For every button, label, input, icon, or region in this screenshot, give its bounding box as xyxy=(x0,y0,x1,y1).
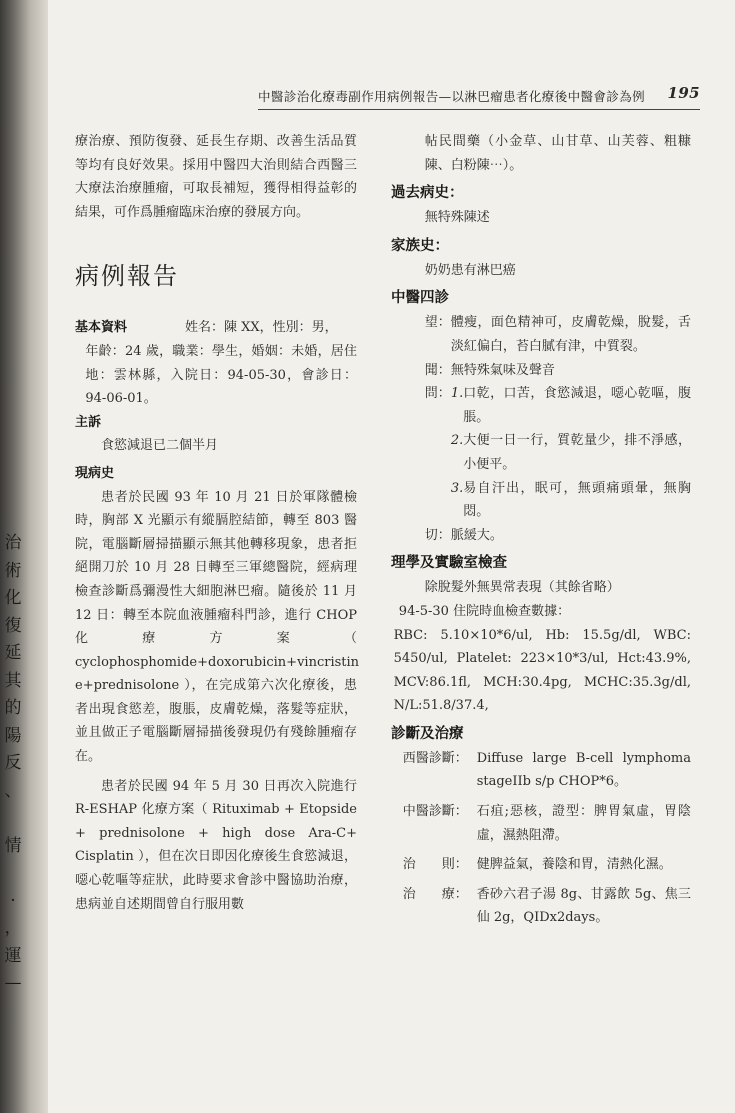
intro-paragraph: 療治療、預防復發、延長生存期、改善生活品質等均有良好效果。採用中醫四大治則結合西醫三大療法治療腫瘤，可取長補短，獲得相得益彰的結果，可作爲腫瘤臨床治療的發展方向。 xyxy=(75,134,357,220)
tcm-palpation xyxy=(391,524,691,548)
tcm-inquiry-label: 問： xyxy=(424,386,451,402)
bleed-char: 、 xyxy=(4,780,22,801)
treatment-principle xyxy=(391,853,691,877)
bleed-char: 術 xyxy=(4,560,22,581)
header-rule xyxy=(258,109,700,110)
western-diagnosis xyxy=(391,747,691,794)
family-history-label: 家族史： xyxy=(391,237,449,254)
past-history-label: 過去病史： xyxy=(391,185,464,202)
basic-info-label: 基本資料 xyxy=(75,320,128,336)
tcm-diagnosis xyxy=(391,800,691,847)
hpi-continuation: 帖民間藥（小金草、山甘草、山芙蓉、粗糠陳、白粉陳⋯）。 xyxy=(424,134,691,173)
lab-values: RBC: 5.10×10*6/ul, Hb: 15.5g/dl, WBC: 5450/ul, Platelet: 223×10*3/ul, Hct:43.9%, MCV:86.1fl, MCH:30.4pg, MCHC:35.3g/dl, N/L:51.8/37.4, xyxy=(393,627,691,714)
running-title: 中醫診治化療毒副作用病例報告—以淋巴瘤患者化療後中醫會診為例 xyxy=(258,89,646,104)
tcm-listening-text: 無特殊氣味及聲音 xyxy=(450,362,555,378)
inquiry-item-text: 易自汗出，眠可，無頭痛頭暈，無胸悶。 xyxy=(463,480,691,520)
right-column xyxy=(391,130,691,930)
tcm-inquiry-item xyxy=(451,382,691,429)
tcm-palpation-label: 切： xyxy=(424,527,451,543)
tcm-inquiry-list xyxy=(451,382,691,524)
bleed-char: 其 xyxy=(4,670,22,691)
bleed-char: 運 xyxy=(4,945,22,966)
bleed-char: — xyxy=(4,973,22,993)
diagnosis-item-label: 治 則： xyxy=(402,857,468,873)
chief-complaint-label: 主訴 xyxy=(75,414,102,430)
inquiry-item-number: 3. xyxy=(450,480,464,496)
diagnosis-item-label: 西醫診斷： xyxy=(402,750,468,766)
inquiry-item-text: 大便一日一行，質乾量少，排不淨感，小便平。 xyxy=(463,433,691,472)
left-column xyxy=(75,130,360,916)
bleed-char xyxy=(10,805,15,833)
running-header xyxy=(258,86,700,106)
tcm-listening xyxy=(391,359,691,383)
page-number: 195 xyxy=(667,84,700,102)
tcm-inspection-text: 體瘦，面色精神可，皮膚乾燥，脫髮，舌淡紅偏白，苔白膩有津，中質裂。 xyxy=(450,315,691,354)
bleed-char: 化 xyxy=(4,588,22,608)
bleed-char: ， xyxy=(4,918,22,938)
facing-page-bleed-text xyxy=(0,530,26,998)
diagnosis-item-text: Diffuse large B-cell lymphoma stageIIb s/p CHOP*6。 xyxy=(476,750,691,790)
bleed-char: 延 xyxy=(4,643,22,663)
tcm-inquiry xyxy=(391,382,691,524)
diagnosis-item-label: 中醫診斷： xyxy=(402,804,468,820)
diagnosis-item-text: 石疽;惡核，證型：脾胃氣虛，胃陰虛，濕熱阻滯。 xyxy=(476,804,691,843)
inquiry-item-number: 2. xyxy=(450,433,464,449)
inquiry-item-text: 口乾，口苦，食慾減退，噁心乾嘔，腹脹。 xyxy=(463,386,691,425)
lab-exam-label: 理學及實驗室檢查 xyxy=(391,555,507,572)
hpi-paragraph-1: 患者於民國 93 年 10 月 21 日於軍隊體檢時，胸部 X 光顯示有縱膈腔結節，轉至 803 醫院，電腦斷層掃描顯示無其他轉移現象，患者拒絕開刀於 10 月 28 日轉至三軍總醫院，經病理檢查診斷爲彌漫性大細胞淋巴瘤。隨後於 11 月 12 日：轉至本院血液腫瘤科門診，進行 CHOP 化療方案（ cyclophosphomide+doxorubicin+vincristin e+prednisolone ），在完成第六次化療後，患者出現食慾差，腹脹，皮膚乾燥，落髮等症狀，並且做正子電腦斷層掃描後發現仍有殘餘腫瘤存在。 xyxy=(75,489,360,765)
bleed-char: 情 xyxy=(4,835,22,856)
bleed-char: 復 xyxy=(4,615,22,636)
diagnosis-item-label: 治 療： xyxy=(402,886,468,902)
chief-complaint-text: 食慾減退已二個半月 xyxy=(101,438,219,454)
bleed-char: · xyxy=(10,890,16,911)
inquiry-item-number: 1. xyxy=(450,386,464,402)
basic-info-first-line xyxy=(75,316,357,340)
section-title-case-report: 病例報告 xyxy=(75,262,179,291)
tcm-palpation-text: 脈緩大。 xyxy=(450,527,503,543)
bleed-char: 陽 xyxy=(4,725,22,746)
bleed-char xyxy=(10,860,15,888)
tcm-listening-label: 聞： xyxy=(424,362,451,378)
lab-line-1: 除脫髮外無異常表現（其餘省略） xyxy=(424,580,620,596)
tcm-inspection-label: 望： xyxy=(424,315,451,331)
diagnosis-item-text: 香砂六君子湯 8g、甘露飲 5g、焦三仙 2g，QIDx2days。 xyxy=(476,886,691,926)
tcm-inspection xyxy=(391,311,691,358)
lab-line-2: 94-5-30 住院時血檢查數據： xyxy=(398,603,571,619)
tcm-four-diagnoses-label: 中醫四診 xyxy=(391,290,449,307)
tcm-inquiry-item xyxy=(451,429,691,476)
tcm-inquiry-item xyxy=(451,477,691,524)
family-history-text: 奶奶患有淋巴癌 xyxy=(424,262,516,278)
basic-info-first: 姓名：陳 XX，性別：男， xyxy=(185,320,338,336)
bleed-char: 治 xyxy=(4,533,22,553)
diagnosis-item-text: 健脾益氣，養陰和胃，清熱化濕。 xyxy=(476,857,672,873)
diagnosis-treatment-label: 診斷及治療 xyxy=(391,725,464,742)
bleed-char: 反 xyxy=(4,753,22,773)
hpi-label: 現病史 xyxy=(75,465,115,481)
treatment-prescription xyxy=(391,883,691,930)
basic-info-text: 年齡：24 歲，職業：學生，婚姻：未婚，居住地：雲林縣，入院日：94-05-30，會診日：94-06-01。 xyxy=(85,343,357,407)
past-history-text: 無特殊陳述 xyxy=(424,210,490,226)
hpi-paragraph-2: 患者於民國 94 年 5 月 30 日再次入院進行 R-ESHAP 化療方案（ Rituximab + Etopside + prednisolone + high dose Ara-C+ Cisplatin ），但在次日即因化療後生食慾減退，噁心乾嘔等症狀，此時要求會診中醫協助治療，患病並自述期間曾自行服用數 xyxy=(75,778,357,912)
bleed-char: 的 xyxy=(4,698,22,718)
